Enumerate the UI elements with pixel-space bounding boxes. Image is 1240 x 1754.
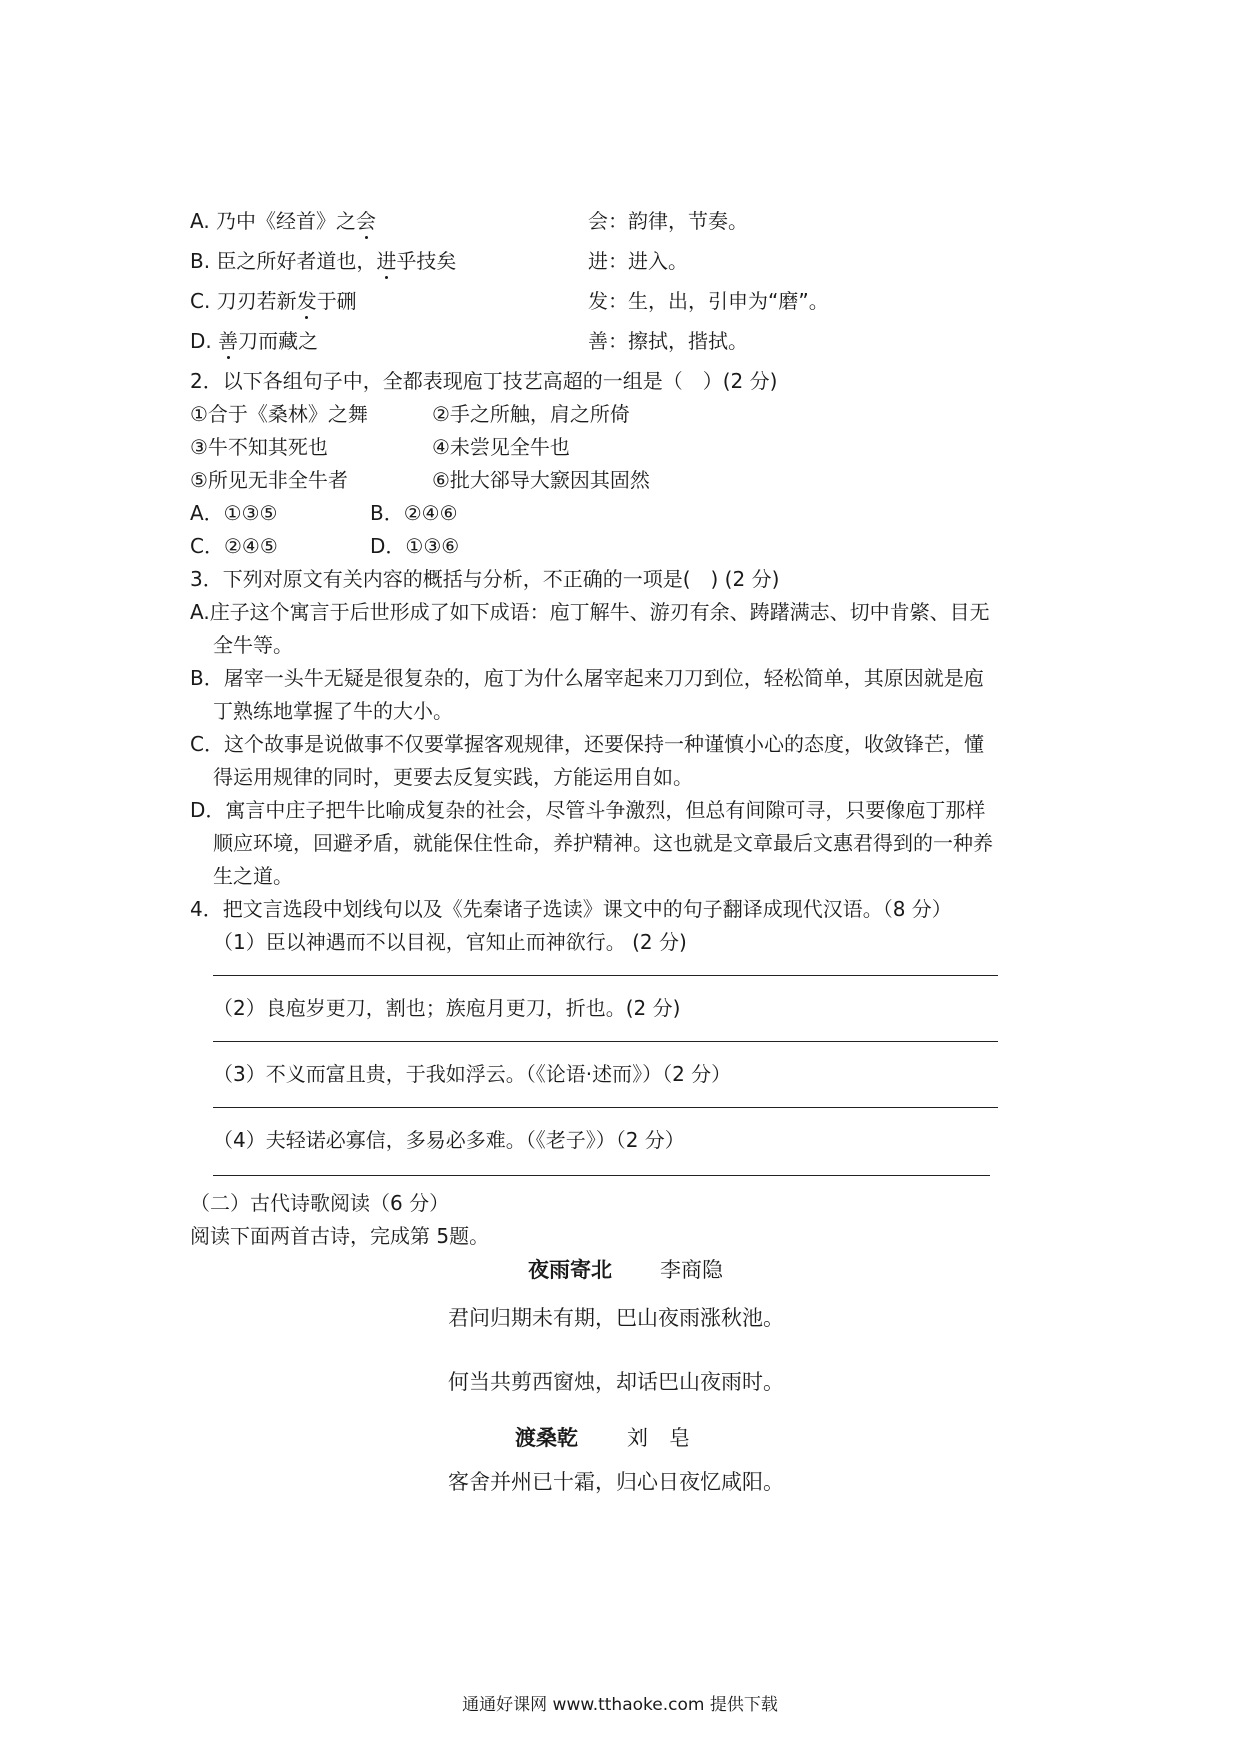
poem2-title: 渡桑乾: [515, 1426, 578, 1450]
q3-option-c-line2: 得运用规律的同时，更要去反复实践，方能运用自如。: [213, 765, 693, 789]
poem2-author: 刘 皂: [627, 1426, 690, 1450]
q3-option-d-line2: 顺应环境，回避矛盾，就能保住性命，养护精神。这也就是文章最后文惠君得到的一种养: [213, 831, 993, 855]
q4-item-1: （1）臣以神遇而不以目视，官知止而神欲行。 (2 分): [213, 930, 687, 954]
poem1-title: 夜雨寄北: [528, 1258, 612, 1282]
q1-option-c: C. 刀刃若新发于硎: [190, 289, 357, 313]
poem1-line2: 何当共剪西窗烛，却话巴山夜雨时。: [448, 1370, 784, 1394]
q3-option-d-line3: 生之道。: [213, 864, 293, 888]
q3-option-d-line1: D．寓言中庄子把牛比喻成复杂的社会，尽管斗争激烈，但总有间隙可寻，只要像庖丁那样: [190, 798, 986, 822]
q2-choice-c: C．②④⑤: [190, 534, 278, 558]
answer-line-4[interactable]: [213, 1175, 990, 1176]
q4-item-3: （3）不义而富且贵，于我如浮云。（《论语·述而》）（2 分）: [213, 1062, 732, 1086]
answer-line-2[interactable]: [213, 1041, 998, 1042]
q2-item-4: ④未尝见全牛也: [432, 435, 570, 459]
q2-item-2: ②手之所触，肩之所倚: [432, 402, 630, 426]
q2-item-6: ⑥批大郤导大窾因其固然: [432, 468, 650, 492]
q2-item-1: ①合于《桑林》之舞: [190, 402, 368, 426]
q1-option-d: D. 善刀而藏之: [190, 329, 319, 353]
q1-option-b: B. 臣之所好者道也，进乎技矣: [190, 249, 457, 273]
q2-item-3: ③牛不知其死也: [190, 435, 328, 459]
q2-item-5: ⑤所见无非全牛者: [190, 468, 348, 492]
section-instruction: 阅读下面两首古诗，完成第 5题。: [190, 1224, 490, 1248]
q4-item-2: （2）良庖岁更刀，割也；族庖月更刀，折也。(2 分): [213, 996, 681, 1020]
q1-option-a: A. 乃中《经首》之会: [190, 209, 377, 233]
q3-option-c-line1: C．这个故事是说做事不仅要掌握客观规律，还要保持一种谨慎小心的态度，收敛锋芒，懂: [190, 732, 984, 756]
answer-line-1[interactable]: [213, 975, 998, 976]
q3-option-b-line2: 丁熟练地掌握了牛的大小。: [213, 699, 453, 723]
answer-line-3[interactable]: [213, 1107, 998, 1108]
q3-option-a-line1: A.庄子这个寓言于后世形成了如下成语：庖丁解牛、游刃有余、踌躇满志、切中肯綮、目无: [190, 600, 990, 624]
q2-choice-a: A．①③⑤: [190, 501, 278, 525]
q4-item-4: （4）夫轻诺必寡信，多易必多难。（《老子》）（2 分）: [213, 1128, 685, 1152]
q1-gloss-a: 会：韵律，节奏。: [588, 209, 748, 233]
q4-stem: 4．把文言选段中划线句以及《先秦诸子选读》课文中的句子翻译成现代汉语。（8 分）: [190, 897, 952, 921]
q3-option-b-line1: B．屠宰一头牛无疑是很复杂的，庖丁为什么屠宰起来刀刀到位，轻松简单，其原因就是庖: [190, 666, 984, 690]
q3-stem: 3．下列对原文有关内容的概括与分析，不正确的一项是( ) (2 分): [190, 567, 780, 591]
poem1-line1: 君问归期未有期，巴山夜雨涨秋池。: [448, 1306, 784, 1330]
poem2-line1: 客舍并州已十霜，归心日夜忆咸阳。: [448, 1470, 784, 1494]
q1-gloss-c: 发：生，出，引申为“磨”。: [588, 289, 829, 313]
poem1-author: 李商隐: [660, 1258, 723, 1282]
q3-option-a-line2: 全牛等。: [213, 633, 293, 657]
q2-choice-b: B．②④⑥: [370, 501, 458, 525]
q2-choice-d: D．①③⑥: [370, 534, 460, 558]
q1-gloss-b: 进：进入。: [588, 249, 688, 273]
q1-gloss-d: 善：擦拭，揩拭。: [588, 329, 748, 353]
section-heading: （二）古代诗歌阅读（6 分）: [190, 1191, 450, 1215]
q2-stem: 2．以下各组句子中，全都表现庖丁技艺高超的一组是（ ）(2 分): [190, 369, 778, 393]
page-footer: 通通好课网 www.tthaoke.com 提供下载: [462, 1695, 778, 1715]
